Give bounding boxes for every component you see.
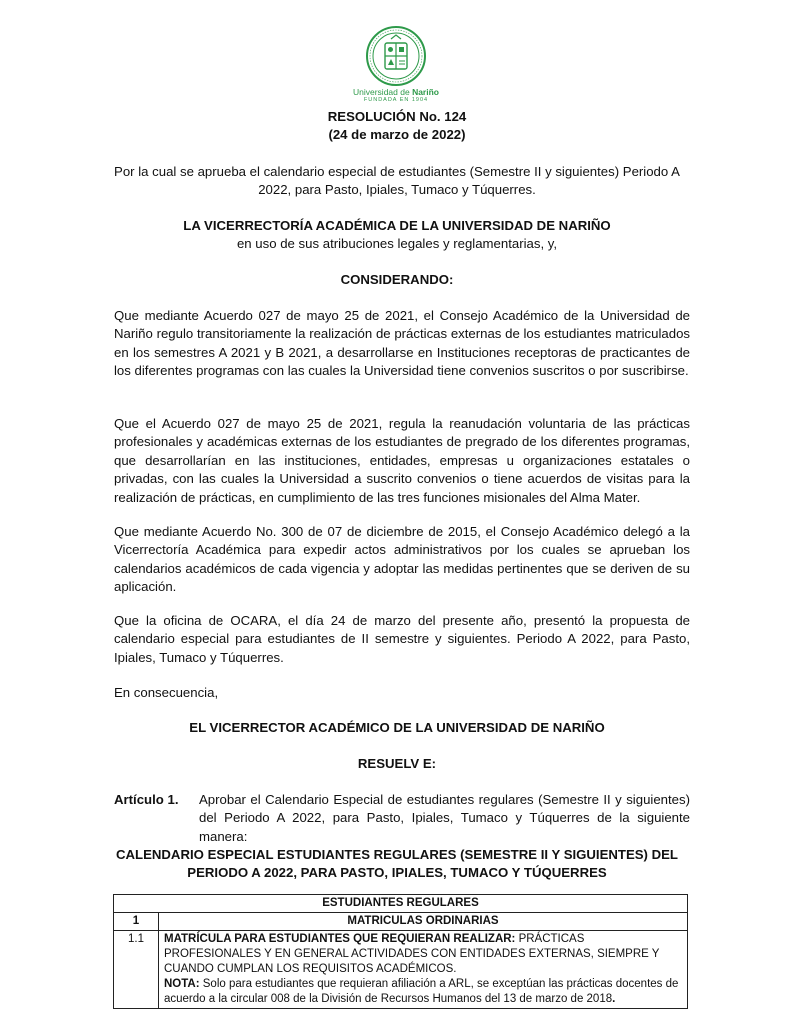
authority-subheading: en uso de sus atribuciones legales y reglamentarias, y, bbox=[236, 236, 558, 251]
row-text: PRÁCTICAS PROFESIONALES Y EN GENERAL ACTIVIDADES CON ENTIDADES EXTERNAS, SIEMPRE Y CUANDO CUMPLAN LOS REQUISITOS ACADÉMICOS. bbox=[164, 933, 660, 975]
article-label: Artículo 1. bbox=[114, 792, 179, 807]
resolution-number: RESOLUCIÓN No. 124 bbox=[327, 109, 467, 124]
university-logo bbox=[350, 25, 442, 110]
resolves-heading: RESUELV E: bbox=[357, 756, 437, 771]
resolution-subject: Por la cual se aprueba el calendario especial de estudiantes (Semestre II y siguientes) Periodo A 2022, para Pasto, Ipiales, Tumaco y Túquerres. bbox=[114, 164, 680, 197]
considering-heading: CONSIDERANDO: bbox=[340, 272, 454, 287]
paragraph-1: Que mediante Acuerdo 027 de mayo 25 de 2021, el Consejo Académico de la Universidad de Nariño regulo transitoriamente la realización de prácticas externas de los estudiantes matriculados en los semestres A 2021 y B 2021, a desarrollarse en Instituciones receptoras de practicantes de los diferentes programas con las cuales la Universidad tiene convenios suscritos o por suscribirse. bbox=[114, 308, 690, 379]
calendar-table bbox=[113, 894, 688, 1009]
table-header-row bbox=[114, 895, 688, 913]
resolution-date: (24 de marzo de 2022) bbox=[328, 127, 466, 142]
founded-text: FUNDADA EN 1904 bbox=[363, 97, 429, 103]
paragraph-3: Que mediante Acuerdo No. 300 de 07 de diciembre de 2015, el Consejo Académico delegó a la Vicerrectoría Académica para expedir actos administrativos por los cuales se aprueban los calendarios académicos de cada vigencia y adoptar las medidas pertinentes que se deriven de su aplicación. bbox=[114, 524, 690, 595]
table-row bbox=[114, 931, 688, 1009]
university-name: Universidad de Nariño bbox=[353, 87, 439, 97]
section-title: MATRICULAS ORDINARIAS bbox=[159, 913, 688, 931]
paragraph-4: Que la oficina de OCARA, el día 24 de marzo del presente año, presentó la propuesta de calendario especial para estudiantes de II semestre y siguientes. Periodo A 2022, para Pasto, Ipiales, Tumaco y Túquerres. bbox=[114, 613, 690, 665]
paragraph-2: Que el Acuerdo 027 de mayo 25 de 2021, regula la reanudación voluntaria de las prácticas profesionales y académicas externas de los estudiantes de pregrado de los diferentes programas, que desarrollarían en las instituciones, entidades, empresas u organizaciones estatales o privadas, con las cuales la Universidad a suscrito convenios o tiene acuerdos de visitas para la realización de prácticas, en cumplimiento de las tres funciones misionales del Alma Mater. bbox=[114, 416, 690, 505]
university-seal-icon bbox=[365, 25, 427, 87]
row-heading: MATRÍCULA PARA ESTUDIANTES QUE REQUIERAN REALIZAR: bbox=[164, 933, 516, 945]
note-text: Solo para estudiantes que requieran afiliación a ARL, se exceptúan las prácticas docentes de acuerdo a la circular 008 de la División de Recursos Humanos del 13 de marzo de 2018 bbox=[164, 978, 679, 1005]
table-header: ESTUDIANTES REGULARES bbox=[114, 895, 688, 913]
calendar-title: CALENDARIO ESPECIAL ESTUDIANTES REGULARES (SEMESTRE II Y SIGUIENTES) DEL PERIODO A 2022, PARA PASTO, IPIALES, TUMACO Y TÚQUERRES bbox=[115, 847, 678, 880]
row-content bbox=[159, 931, 688, 1009]
actor-heading: EL VICERRECTOR ACADÉMICO DE LA UNIVERSIDAD DE NARIÑO bbox=[189, 720, 605, 735]
authority-heading: LA VICERRECTORÍA ACADÉMICA DE LA UNIVERSIDAD DE NARIÑO bbox=[183, 218, 611, 233]
paragraph-5: En consecuencia, bbox=[114, 685, 219, 700]
article-text: Aprobar el Calendario Especial de estudiantes regulares (Semestre II y siguientes) del Periodo A 2022, para Pasto, Ipiales, Tumaco y Túquerres de la siguiente manera: bbox=[199, 792, 690, 844]
note-label: NOTA: bbox=[164, 978, 200, 990]
table-section-row bbox=[114, 913, 688, 931]
section-number: 1 bbox=[114, 913, 159, 931]
note-end: . bbox=[612, 993, 616, 1005]
row-number: 1.1 bbox=[114, 931, 159, 1009]
